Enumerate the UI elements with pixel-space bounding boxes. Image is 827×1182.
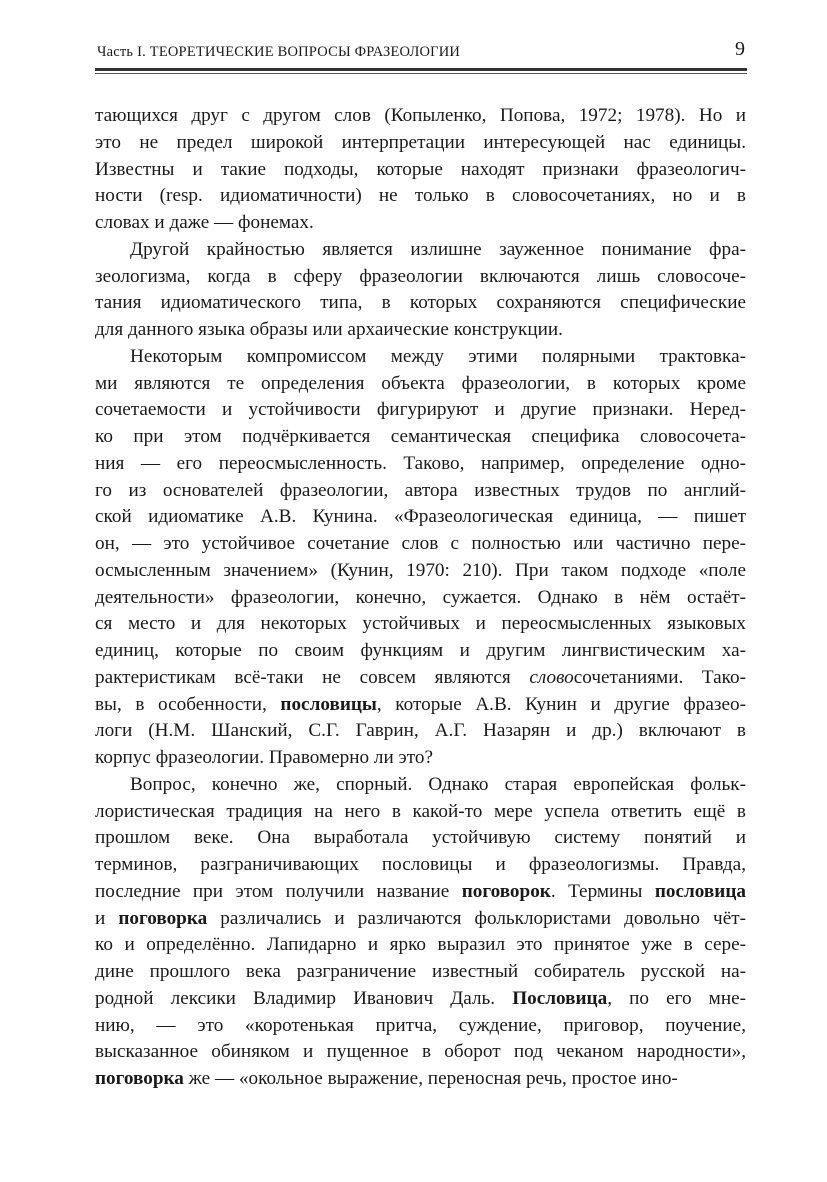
text-line (95, 665, 746, 692)
text-line (95, 718, 746, 745)
text-line (95, 558, 746, 585)
text-run: ми являются те определения объекта фразеологии, в которых кроме (95, 372, 746, 394)
text-line (95, 504, 746, 531)
text-run: сочетаемости и устойчивости фигурируют и другие признаки. Неред- (95, 399, 746, 421)
text-run: и (95, 907, 119, 929)
text-line (95, 210, 746, 237)
text-line (95, 879, 746, 906)
section-prefix: Часть I. (97, 44, 146, 60)
text-line (95, 986, 746, 1013)
text-run: ся место и для некоторых устойчивых и переосмысленных языковых (95, 613, 746, 635)
bold-term: Пословица (512, 987, 608, 1009)
section-title: ТЕОРЕТИЧЕСКИЕ ВОПРОСЫ ФРАЗЕОЛОГИИ (149, 44, 461, 60)
text-run: родной лексики Владимир Иванович Даль. (95, 987, 513, 1009)
text-line (95, 290, 746, 317)
text-line (95, 531, 746, 558)
text-line (95, 906, 746, 933)
text-line (95, 424, 746, 451)
text-line (95, 451, 746, 478)
text-line (95, 959, 746, 986)
text-run: же — «окольное выражение, переносная речь, простое ино- (183, 1068, 678, 1089)
page-number: 9 (735, 38, 745, 60)
text-run: это не предел широкой интерпретации интересующей нас единицы. (95, 131, 746, 153)
text-line (95, 371, 746, 398)
text-line (95, 317, 746, 344)
text-line (95, 638, 746, 665)
bold-term: поговорка (118, 907, 208, 929)
text-run: для данного языка образы или архаические конструкции. (95, 319, 563, 340)
text-run: Известны и такие подходы, которые находят признаки фразеологич- (95, 158, 746, 180)
text-run: ко при этом подчёркивается семантическая специфика словосочета- (95, 426, 746, 447)
bold-term: поговорка (95, 1068, 184, 1089)
text-run: деятельности» фразеологии, конечно, сужается. Однако в нём остаёт- (95, 586, 746, 608)
text-run: он, — это устойчивое сочетание слов с полностью или частично пере- (95, 533, 746, 554)
text-line (95, 611, 746, 638)
text-line (95, 932, 746, 959)
text-run: логи (Н.М. Шанский, С.Г. Гаврин, А.Г. Назарян и др.) включают в (95, 720, 746, 742)
body-text (95, 103, 746, 1093)
text-run: осмысленным значением» (Кунин, 1970: 210). При таком подходе «поле (95, 559, 746, 581)
text-line (95, 1039, 746, 1066)
text-run: ности (resp. идиоматичности) не только в словосочетаниях, но и в (95, 185, 746, 207)
bold-term: поговорок (461, 880, 551, 902)
text-line (95, 103, 746, 130)
text-run: тающихся друг с другом слов (Копыленко, Попова, 1972; 1978). Но и (95, 105, 746, 126)
text-run: Некоторым компромиссом между этими полярными трактовка- (130, 345, 746, 367)
text-line (95, 183, 746, 210)
text-run: тания идиоматического типа, в которых сохраняются специфические (95, 292, 746, 314)
text-line (95, 130, 746, 157)
text-line (95, 772, 746, 799)
text-line (95, 1013, 746, 1040)
italic-emphasis: слово (529, 666, 574, 688)
text-run: различались и различаются фольклористами довольно чёт- (207, 907, 746, 929)
bold-term: пословицы (280, 693, 377, 715)
text-run: высказанное обиняком и пущенное в оборот под чеканом народности», (95, 1041, 746, 1063)
text-run: го из основателей фразеологии, автора известных трудов по англий- (95, 479, 746, 501)
text-run: Другой крайностью является излишне зауженное понимание фра- (130, 238, 746, 260)
text-line (95, 237, 746, 264)
bold-term: пословица (654, 880, 746, 902)
text-run: нию, — это «коротенькая притча, суждение, приговор, поучение, (95, 1014, 746, 1036)
running-head-title (97, 44, 460, 61)
text-run: лористическая традиция на него в какой-то мере успела ответить ещё в (95, 800, 746, 822)
text-run: рактеристикам всё-таки не совсем являются (95, 666, 530, 688)
text-line (95, 397, 746, 424)
text-run: зеологизма, когда в сферу фразеологии включаются лишь словосоче- (95, 265, 746, 287)
header-rule-thin (95, 73, 747, 74)
running-head (95, 38, 747, 76)
text-line (95, 344, 746, 371)
text-run: единиц, которые по своим функциям и другим лингвистическим ха- (95, 640, 746, 661)
text-line (95, 157, 746, 184)
header-rule-thick (95, 68, 747, 71)
text-run: прошлом веке. Она выработала устойчивую систему понятий и (95, 827, 746, 849)
text-line (95, 585, 746, 612)
text-line (95, 825, 746, 852)
text-run: . Термины (550, 880, 655, 902)
text-run: последние при этом получили название (95, 880, 462, 902)
text-run: ния — его переосмысленность. Таково, например, определение одно- (95, 452, 746, 474)
text-line (95, 692, 746, 719)
text-line (95, 852, 746, 879)
text-run: вы, в особенности, (95, 693, 281, 715)
text-run: словах и даже — фонемах. (95, 212, 314, 233)
text-run: сочетаниями. Тако- (573, 666, 746, 688)
text-line (95, 745, 746, 772)
text-run: терминов, разграничивающих пословицы и фразеологизмы. Правда, (95, 854, 746, 875)
text-run: , которые А.В. Кунин и другие фразео- (376, 693, 746, 715)
text-run: , по его мне- (607, 987, 746, 1009)
text-line (95, 478, 746, 505)
text-line (95, 799, 746, 826)
text-run: корпус фразеологии. Правомерно ли это? (95, 747, 434, 768)
text-run: ской идиоматике А.В. Кунина. «Фразеологическая единица, — пишет (95, 506, 746, 528)
text-line (95, 264, 746, 291)
text-line (95, 1066, 746, 1093)
text-run: ко и определённо. Лапидарно и ярко выразил это принятое уже в сере- (95, 934, 746, 956)
text-run: дине прошлого века разграничение известный собиратель русской на- (95, 961, 746, 982)
text-run: Вопрос, конечно же, спорный. Однако старая европейская фольк- (130, 773, 746, 795)
